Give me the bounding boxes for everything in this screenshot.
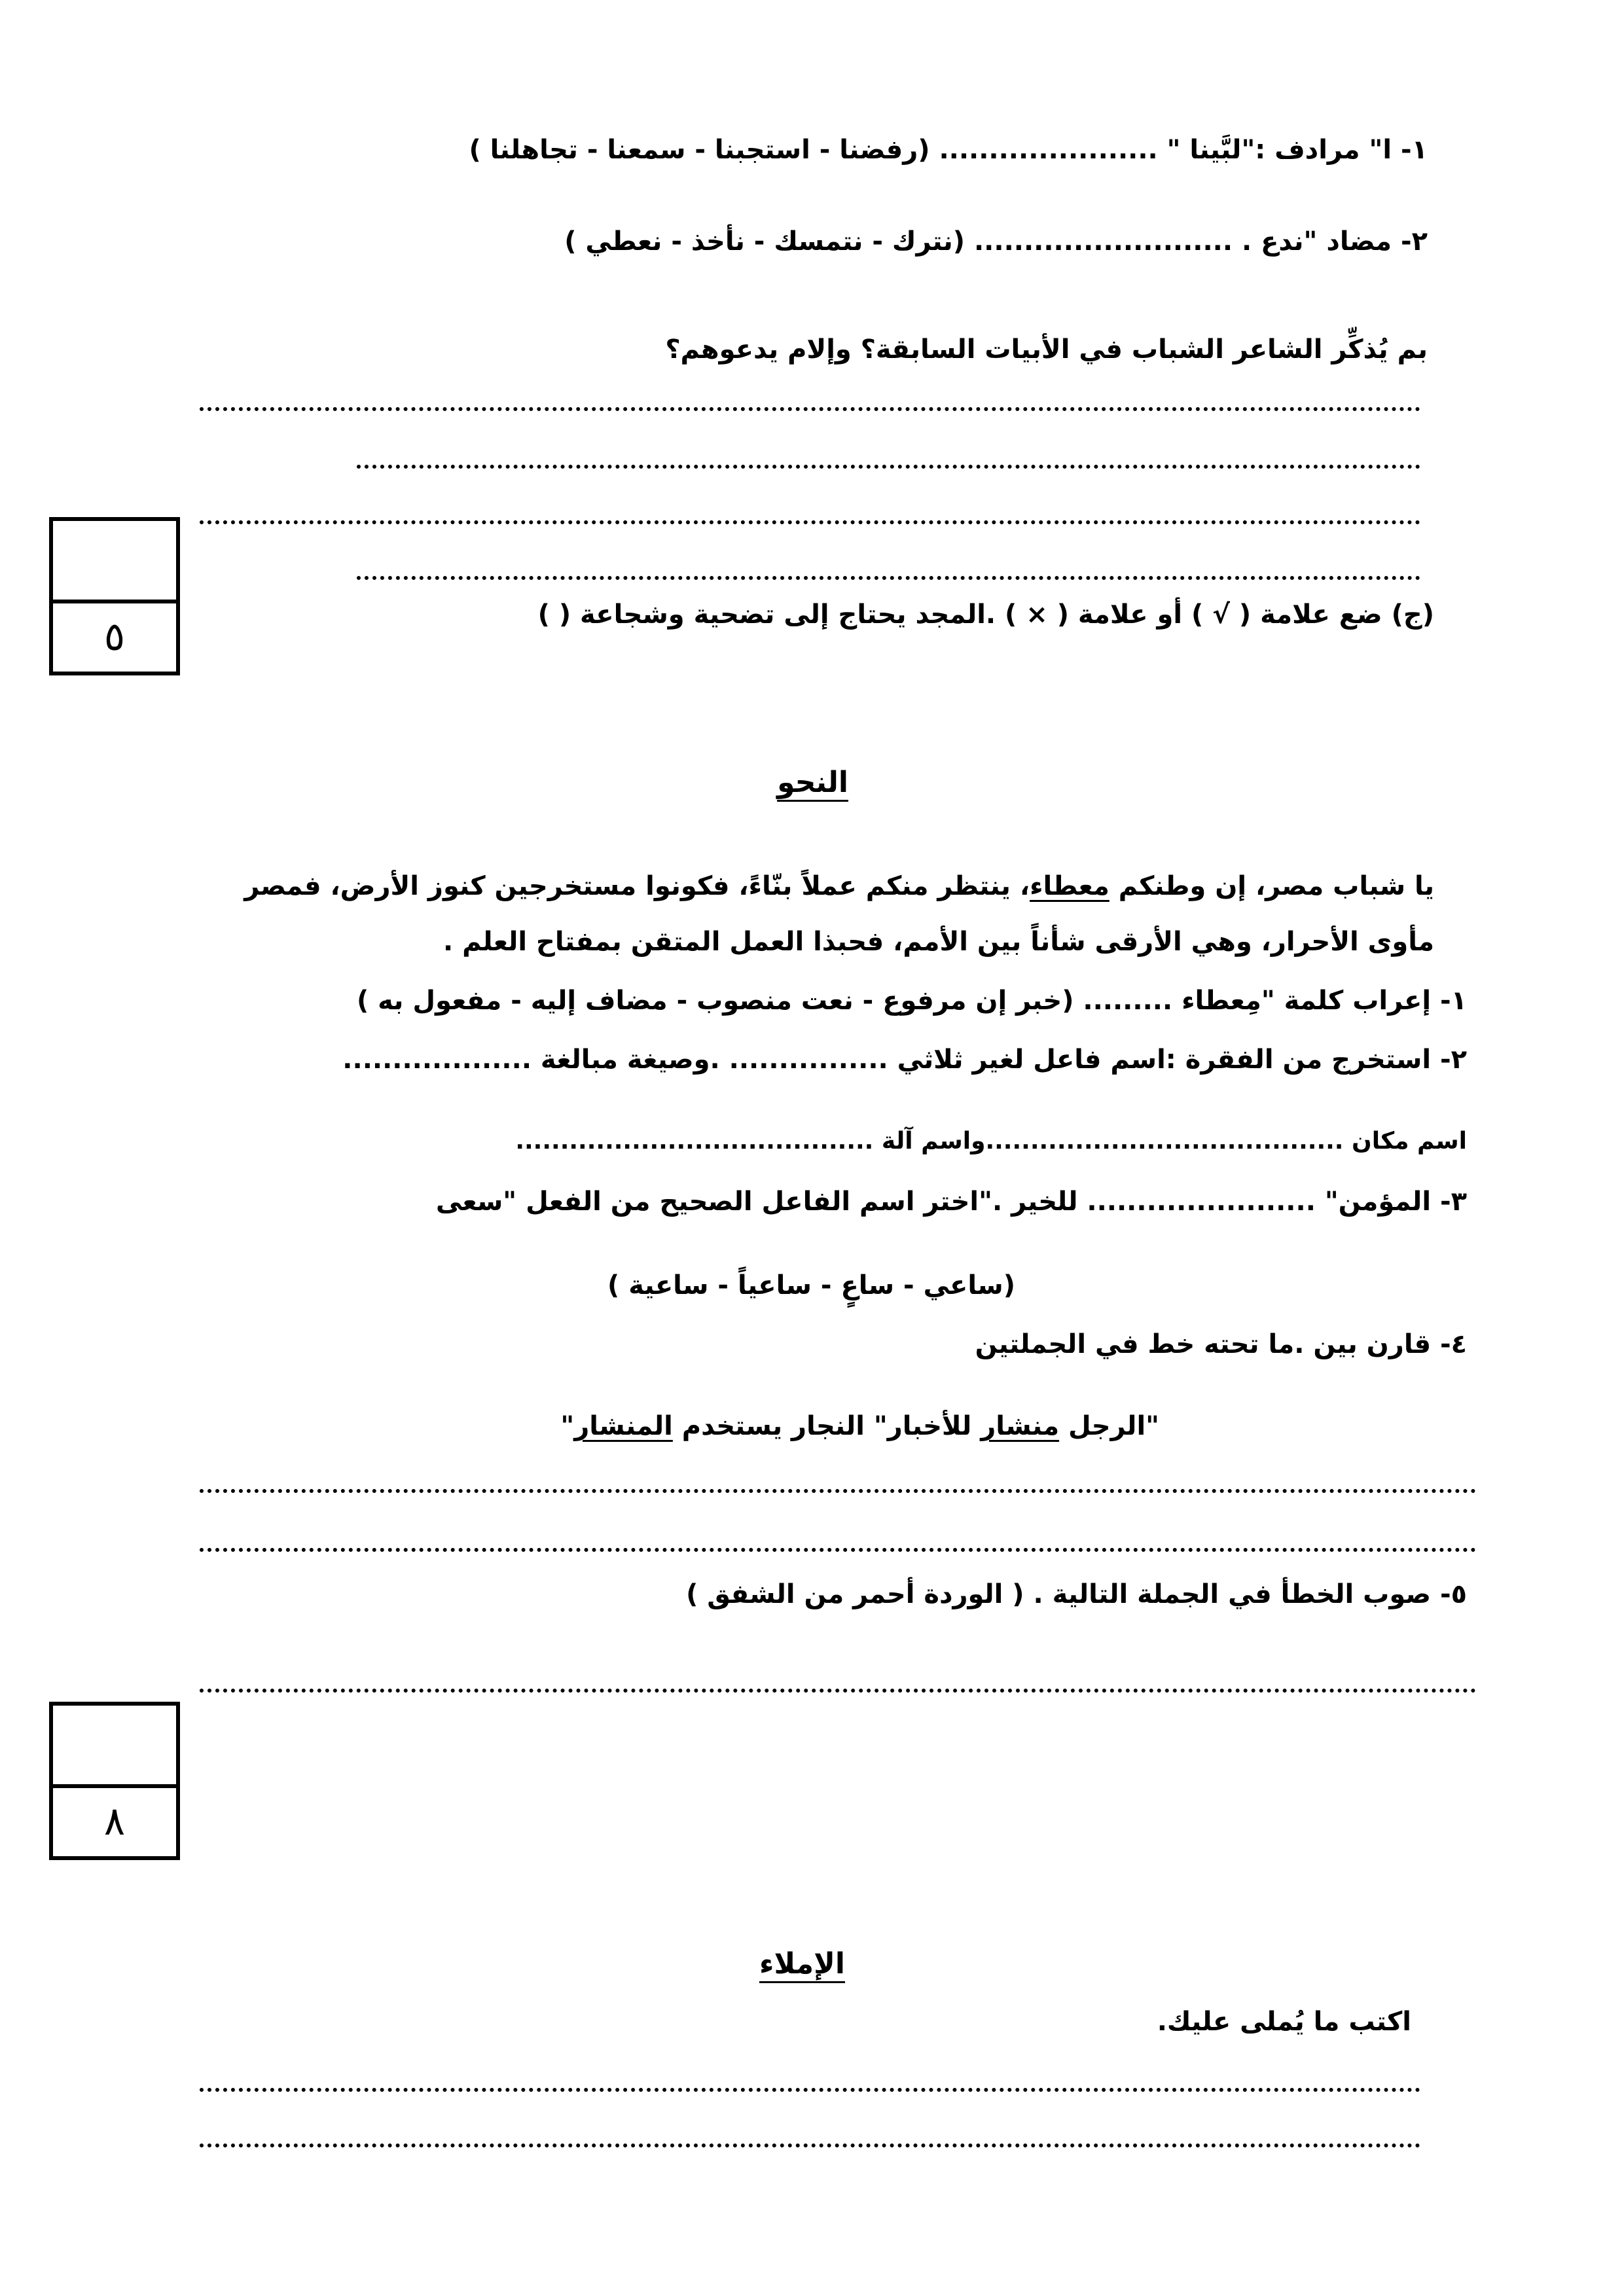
score-box-empty-cell[interactable] [53, 521, 176, 603]
dictation-instruction: اكتب ما يُملى عليك. [1157, 2007, 1411, 2037]
sentence-text: "الرجل [1059, 1411, 1159, 1441]
score-box-value: ٨ [103, 1799, 126, 1844]
grammar-passage-line1 [244, 870, 1434, 902]
passage-text: يا شباب مصر، إن وطنكم [1109, 871, 1434, 901]
vocab-q1: ١- ا" مرادف :"لبَّينا " ...................... (رفضنا - استجبنا - سمعنا - تجاهلنا ) [469, 135, 1428, 165]
answer-line[interactable] [200, 520, 1420, 524]
grammar-q3: ٣- المؤمن" ....................... للخير ."اختر اسم الفاعل الصحيح من الفعل "سعى [435, 1187, 1467, 1217]
answer-line[interactable] [200, 1489, 1476, 1493]
grammar-q2: ٢- استخرج من الفقرة :اسم فاعل لغير ثلاثي ................ .وصيغة مبالغة ................... [342, 1045, 1467, 1075]
score-box-value: ٥ [103, 614, 126, 660]
score-box-1 [49, 517, 180, 675]
question-b: بم يُذكِّر الشاعر الشباب في الأبيات السابقة؟ وإلام يدعوهم؟ [665, 334, 1428, 365]
underlined-word: معطاء [1030, 871, 1110, 901]
underlined-word: منشار [981, 1411, 1060, 1441]
answer-line[interactable] [200, 2144, 1420, 2147]
answer-line[interactable] [200, 1689, 1476, 1693]
grammar-q2-cont: اسم مكان ........................................واسم آلة ........................................ [515, 1128, 1467, 1155]
score-box-empty-cell[interactable] [53, 1706, 176, 1788]
question-c: (ج) ضع علامة ( √ ) أو علامة ( × ) .المجد يحتاج إلى تضحية وشجاعة ( ) [537, 600, 1434, 630]
sentence-text: للأخبار" النجار يستخدم [672, 1411, 981, 1441]
grammar-passage-line2: مأوى الأحرار، وهي الأرقى شأناً بين الأمم، فحبذا العمل المتقن بمفتاح العلم . [442, 927, 1434, 957]
underlined-word: المنشار [574, 1411, 673, 1441]
sentence-text: " [560, 1411, 575, 1441]
grammar-q3-options: (ساعي - ساعٍ - ساعياً - ساعية ) [607, 1270, 1015, 1300]
answer-line[interactable] [200, 2088, 1420, 2092]
score-box-2 [49, 1702, 180, 1860]
grammar-q4-sentences [560, 1410, 1159, 1442]
section-heading-grammar: النحو [777, 766, 848, 799]
answer-line[interactable] [200, 407, 1420, 411]
vocab-q2: ٢- مضاد "ندع . .......................... (نترك - نتمسك - نأخذ - نعطي ) [564, 226, 1428, 257]
answer-line[interactable] [200, 1548, 1476, 1552]
passage-text: ، ينتظر منكم عملاً بنّاءً، فكونوا مستخرجين كنوز الأرض، فمصر [244, 871, 1030, 901]
answer-line[interactable] [357, 465, 1420, 469]
section-heading-dictation: الإملاء [759, 1947, 845, 1981]
grammar-q4: ٤- قارن بين .ما تحته خط في الجملتين [975, 1329, 1467, 1359]
answer-line[interactable] [357, 576, 1420, 580]
grammar-q5: ٥- صوب الخطأ في الجملة التالية . ( الوردة أحمر من الشفق ) [686, 1579, 1467, 1609]
grammar-q1: ١- إعراب كلمة "مِعطاء ......... (خبر إن مرفوع - نعت منصوب - مضاف إليه - مفعول به ) [356, 986, 1467, 1016]
